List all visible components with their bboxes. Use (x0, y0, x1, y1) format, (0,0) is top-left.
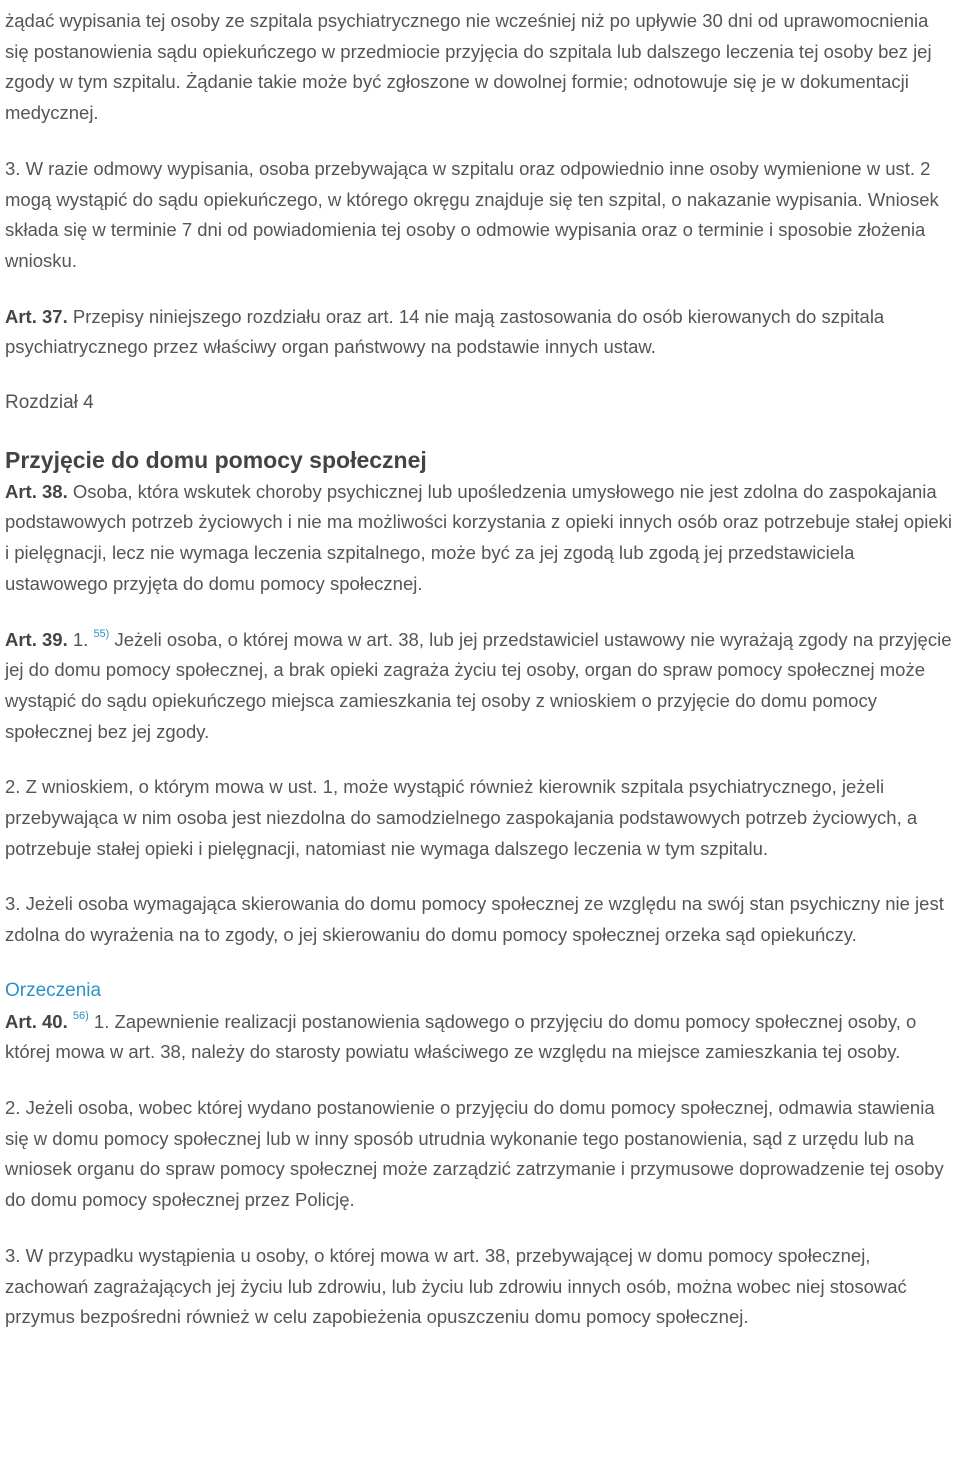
article-label: Art. 38. (5, 480, 68, 502)
paragraph-continuation: żądać wypisania tej osoby ze szpitala psychiatrycznego nie wcześniej niż po upływie 30 dni od uprawomocnienia się postanowienia sądu opiekuńczego w przedmiocie przyjęcia do szpitala lub dalszego leczenia tej osoby bez jej zgody w tym szpitalu. Żądanie takie może być zgłoszone w dowolnej formie; odnotowuje się je w dokumentacji medycznej. (5, 10, 932, 124)
paragraph-art39-1 (5, 625, 955, 748)
paragraph-art40-1 (5, 1007, 955, 1068)
paragraph-art38 (5, 477, 955, 600)
paragraph-art39-2: 2. Z wnioskiem, o którym mowa w ust. 1, może wystąpić również kierownik szpitala psychiatrycznego, jeżeli przebywająca w nim osoba jest niezdolna do samodzielnego zaspokajania podstawowych potrzeb życiowych, a potrzebuje stałej opieki i pielęgnacji, natomiast nie wymaga dalszego leczenia w tym szpitalu. (5, 776, 918, 859)
chapter-title: Przyjęcie do domu pomocy społecznej (5, 446, 427, 473)
footnote-link[interactable]: 55) (93, 627, 110, 640)
article-text: 1. Zapewnienie realizacji postanowienia sądowego o przyjęciu do domu pomocy społecznej osoby, o której mowa w art. 38, należy do starosty powiatu właściwego ze względu na miejsce zamieszkania tej osoby. (5, 1010, 917, 1063)
paragraph-art40-3: 3. W przypadku wystąpienia u osoby, o której mowa w art. 38, przebywającej w domu pomocy społecznej, zachowań zagrażających jej życiu lub zdrowiu, lub życiu lub zdrowiu innych osób, można wobec niej stosować przymus bezpośredni również w celu zapobieżenia opuszczeniu domu pomocy społecznej. (5, 1244, 907, 1328)
article-label: Art. 40. (5, 1010, 68, 1032)
paragraph-number: 1. (67, 628, 94, 650)
paragraph-art39-3: 3. Jeżeli osoba wymagająca skierowania do domu pomocy społecznej ze względu na swój stan psychiczny nie jest zdolna do wyrażenia na to zgody, o jej skierowaniu do domu pomocy społecznej orzeka sąd opiekuńczy. (5, 893, 944, 946)
article-text: Przepisy niniejszego rozdziału oraz art. 14 nie mają zastosowania do osób kierowanych do szpitala psychiatrycznego przez właściwy organ państwowy na podstawie innych ustaw. (5, 305, 885, 358)
paragraph-art37 (5, 302, 955, 363)
orzeczenia-link[interactable]: Orzeczenia (5, 979, 102, 1001)
article-text: Jeżeli osoba, o której mowa w art. 38, lub jej przedstawiciel ustawowy nie wyrażają zgody na przyjęcie jej do domu pomocy społecznej, a brak opieki zagraża życiu tej osoby, organ do spraw pomocy społecznej może wystąpić do sądu opiekuńczego miejsca zamieszkania tej osoby z wnioskiem o przyjęcie do domu pomocy społecznej bez jej zgody. (5, 628, 952, 742)
article-label: Art. 39. (5, 628, 68, 650)
paragraph-art36-3: 3. W razie odmowy wypisania, osoba przebywająca w szpitalu oraz odpowiednio inne osoby wymienione w ust. 2 mogą wystąpić do sądu opiekuńczego, w którego okręgu znajduje się ten szpital, o nakazanie wypisania. Wniosek składa się w terminie 7 dni od powiadomienia tej osoby o odmowie wypisania oraz o terminie i sposobie złożenia wniosku. (5, 157, 939, 271)
chapter-heading: Rozdział 4 (5, 392, 94, 414)
footnote-link[interactable]: 56) (72, 1009, 89, 1022)
article-text: Osoba, która wskutek choroby psychicznej lub upośledzenia umysłowego nie jest zdolna do zaspokajania podstawowych potrzeb życiowych i nie ma możliwości korzystania z opieki innych osób oraz potrzebuje stałej opieki i pielęgnacji, lecz nie wymaga leczenia szpitalnego, może być za jej zgodą lub zgodą jej przedstawiciela ustawowego przyjęta do domu pomocy społecznej. (5, 480, 953, 594)
paragraph-art40-2: 2. Jeżeli osoba, wobec której wydano postanowienie o przyjęciu do domu pomocy społecznej, odmawia stawienia się w domu pomocy społecznej lub w inny sposób utrudnia wykonanie tego postanowienia, sąd z urzędu lub na wniosek organu do spraw pomocy społecznej może zarządzić zatrzymanie i przymusowe doprowadzenie tej osoby do domu pomocy społecznej przez Policję. (5, 1096, 944, 1211)
article-label: Art. 37. (5, 305, 68, 327)
